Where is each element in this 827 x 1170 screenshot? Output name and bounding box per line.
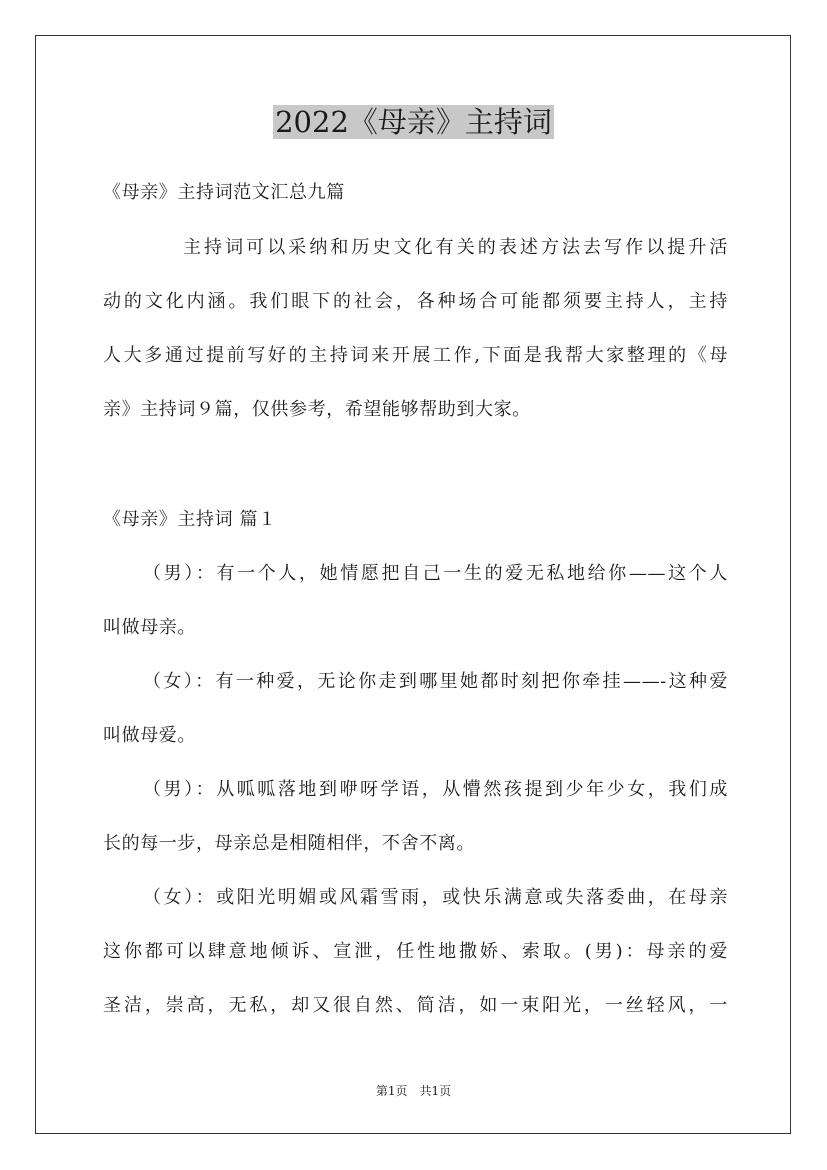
dialogue-line-3: （女）：有一种爱，无论你走到哪里她都时刻把你牵挂——-这种爱	[143, 671, 728, 692]
dialogue-line-2: 叫做母亲。	[103, 617, 196, 638]
section-heading: 《母亲》主持词 篇１	[103, 509, 277, 530]
dialogue-line-1: （男）：有一个人，她情愿把自己一生的爱无私地给你——这个人	[143, 563, 728, 584]
dialogue-line-9: 圣洁，崇高，无私，却又很自然、简洁，如一束阳光，一丝轻风，一	[103, 995, 728, 1016]
document-title-text: 2022《母亲》主持词	[275, 105, 552, 139]
dialogue-line-6: 长的每一步，母亲总是相随相伴，不舍不离。	[103, 833, 475, 854]
dialogue-line-5: （男）：从呱呱落地到咿呀学语，从懵然孩提到少年少女，我们成	[143, 779, 728, 800]
intro-line-3: 人大多通过提前写好的主持词来开展工作,下面是我帮大家整理的《母	[103, 345, 728, 366]
page-footer: 第1页 共1页	[375, 1084, 452, 1098]
intro-line-2: 动的文化内涵。我们眼下的社会，各种场合可能都须要主持人，主持	[103, 291, 728, 312]
intro-line-1: 主持词可以采纳和历史文化有关的表述方法去写作以提升活	[183, 237, 728, 258]
dialogue-line-8: 这你都可以肆意地倾诉、宣泄，任性地撒娇、索取。(男)：母亲的爱	[103, 941, 728, 962]
document-subtitle: 《母亲》主持词范文汇总九篇	[103, 182, 345, 203]
dialogue-line-4: 叫做母爱。	[103, 725, 196, 746]
document-title	[0, 100, 827, 144]
intro-line-4: 亲》主持词９篇，仅供参考，希望能够帮助到大家。	[103, 399, 531, 420]
dialogue-line-7: （女）：或阳光明媚或风霜雪雨，或快乐满意或失落委曲，在母亲	[143, 887, 728, 908]
